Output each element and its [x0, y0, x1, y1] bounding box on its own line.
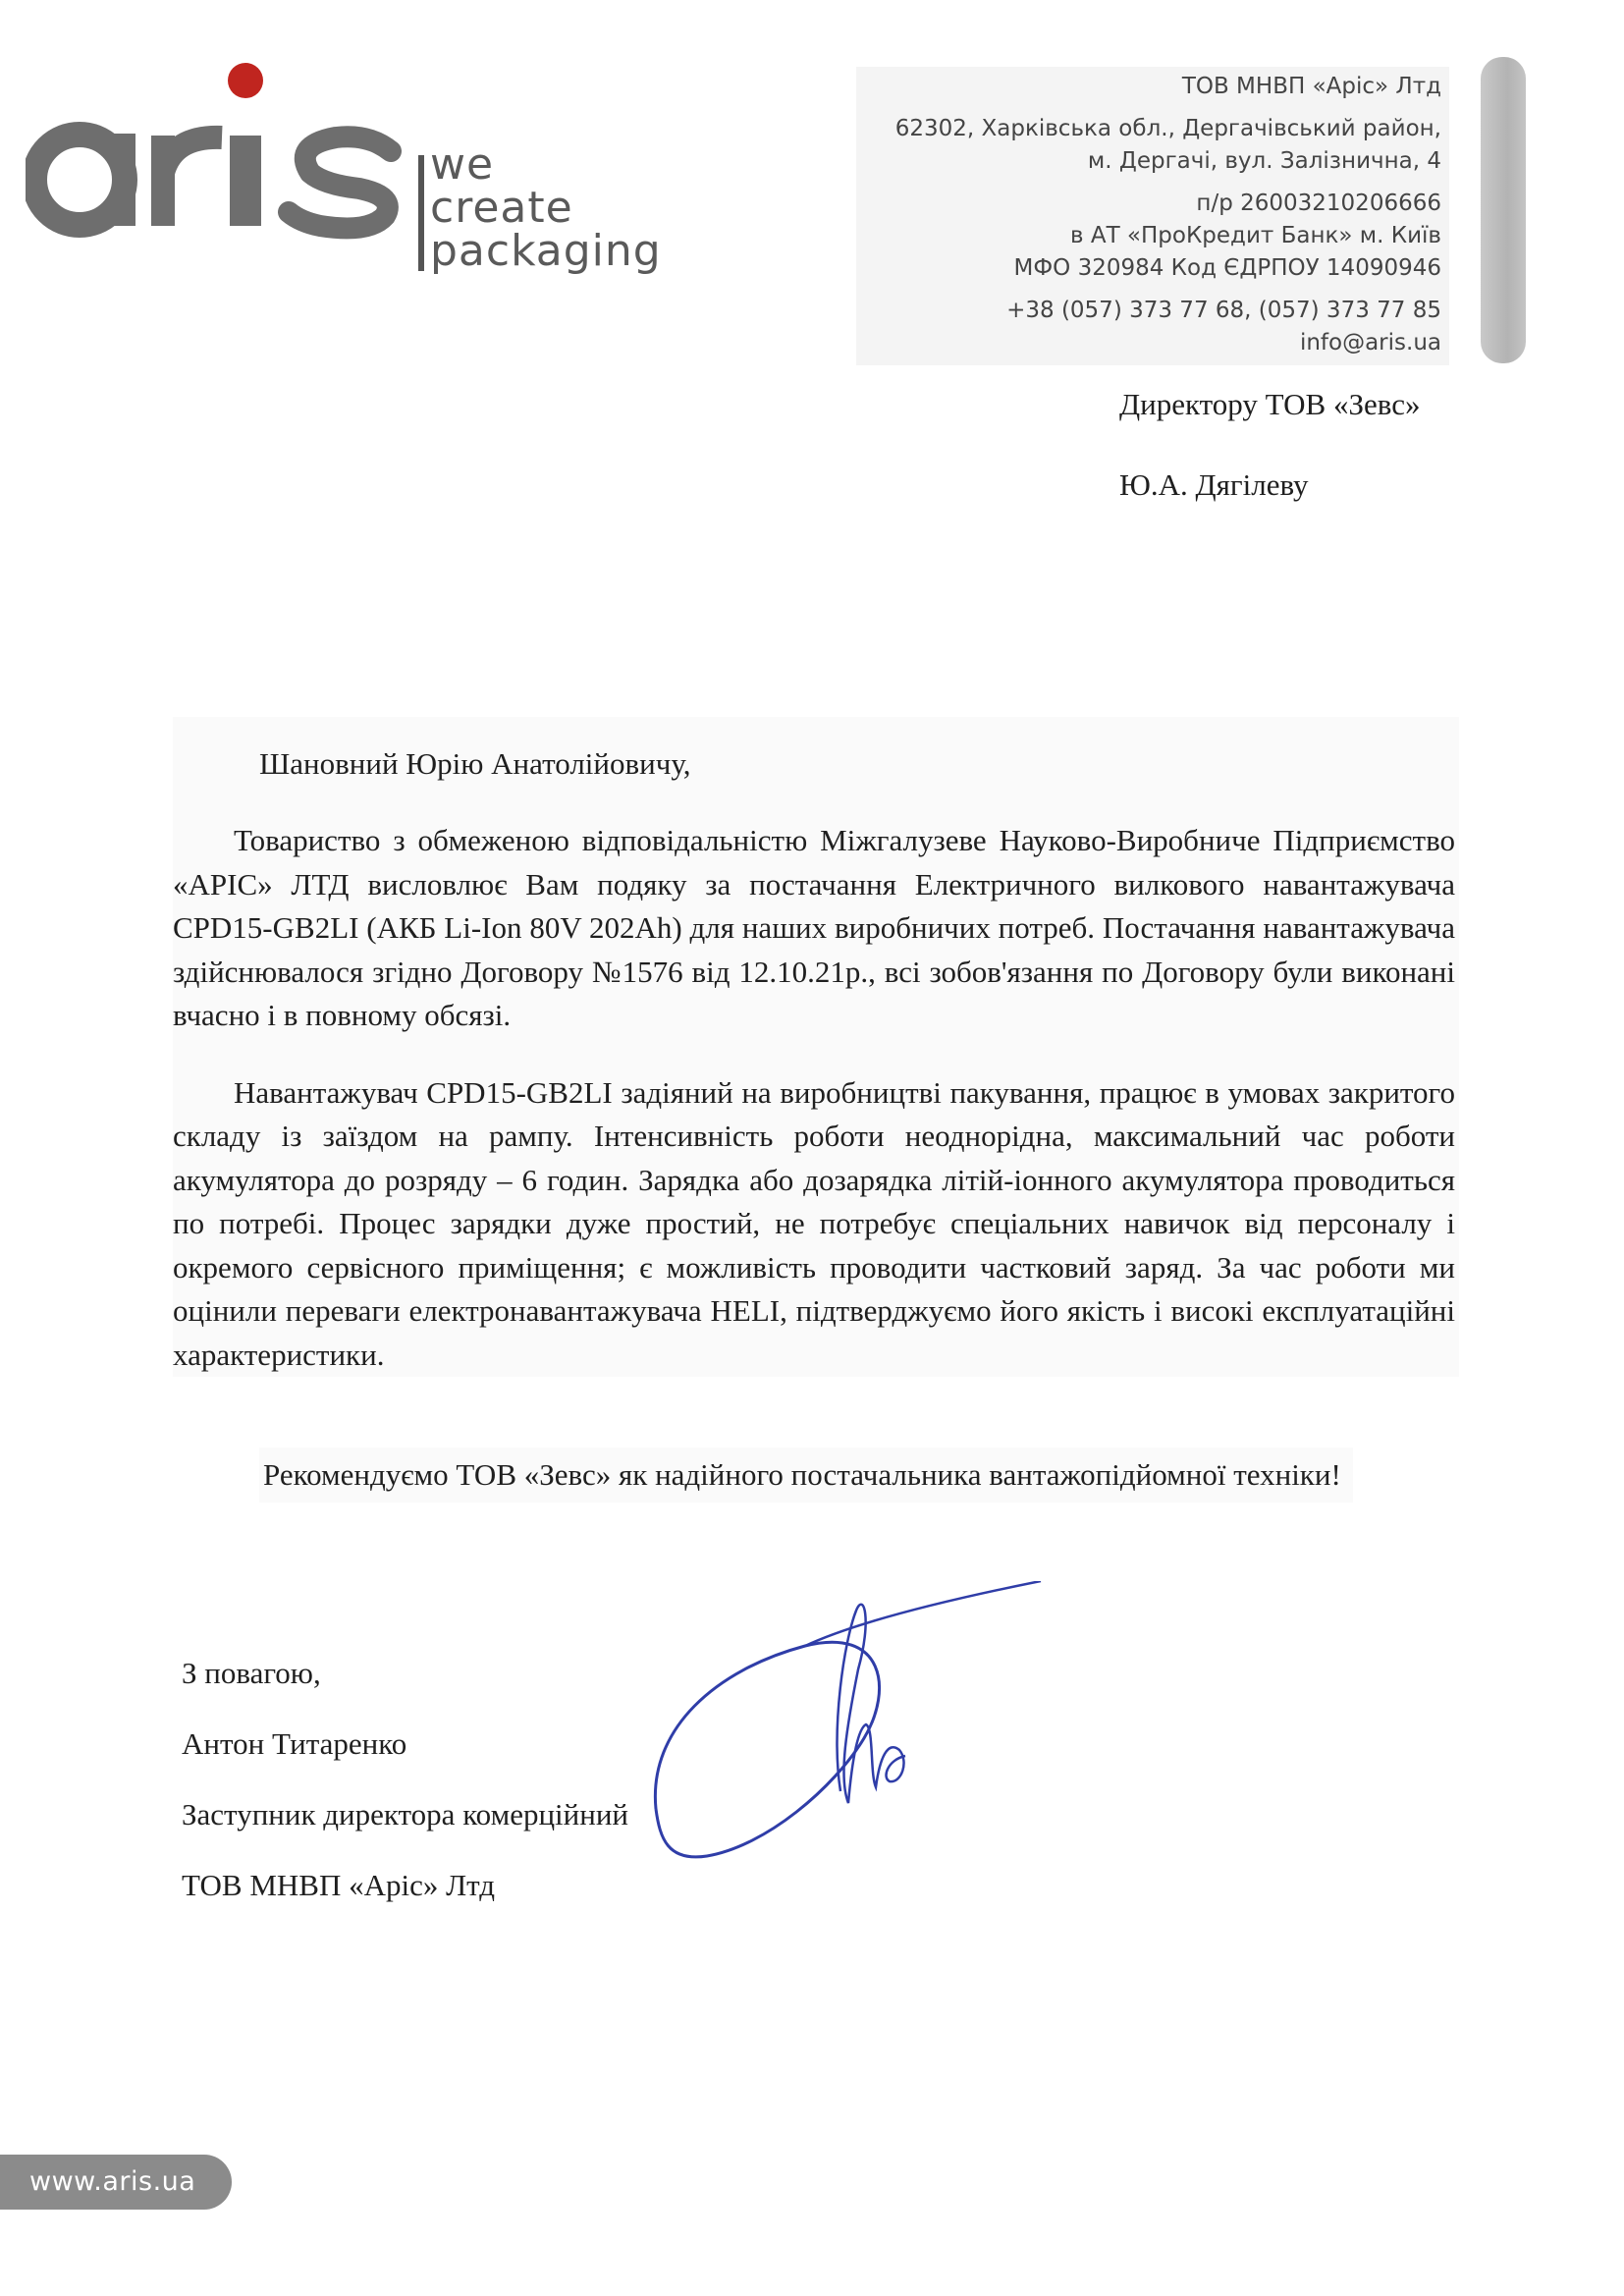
addressee-name: Ю.А. Дягілеву	[1119, 467, 1309, 502]
aris-logo-wordmark	[26, 57, 418, 244]
header-side-bar	[1481, 57, 1526, 363]
handwritten-signature	[648, 1581, 1060, 1876]
letter-paragraph-2: Навантажувач CPD15-GB2LI задіяний на виробництві пакування, працює в умовах закритого складу із заїздом на рампу. Інтенсивність роботи неоднорідна, максимальний час роботи акумулятора до розряду – 6 годин. Зарядка або дозарядка літій-іонного акумулятора проводиться по потребі. Процес зарядки дуже простий, не потребує спеціальних навичок від персоналу і окремого сервісного приміщення; є можливість проводити частковий заряд. За час роботи ми оцінили переваги електронавантажувача HELI, підтверджуємо його якість і високі експлуатаційні характеристики.	[173, 1074, 1455, 1372]
company-bank-codes: МФО 320984 Код ЄДРПОУ 14090946	[1013, 255, 1441, 281]
tagline-line-2: create	[430, 183, 573, 233]
signer-position: Заступник директора комерційний	[182, 1797, 629, 1831]
logo-tagline	[430, 139, 662, 276]
signer-company: ТОВ МНВП «Аріс» Лтд	[182, 1868, 496, 1902]
closing-regards: З повагою,	[182, 1656, 321, 1690]
company-logo	[26, 57, 732, 276]
company-email: info@aris.ua	[1299, 330, 1441, 355]
letter-salutation: Шановний Юрію Анатолійовичу,	[259, 746, 691, 781]
letter-closing	[182, 1652, 628, 1907]
addressee-block	[1119, 383, 1420, 507]
company-requisites	[856, 67, 1449, 365]
company-address-line-2: м. Дергачі, вул. Залізнична, 4	[1087, 148, 1441, 174]
company-address-line-1: 62302, Харківська обл., Дергачівський район,	[894, 116, 1441, 141]
company-name-line: ТОВ МНВП «Аріс» Лтд	[1181, 74, 1441, 99]
addressee-position: Директору ТОВ «Зевс»	[1119, 387, 1421, 421]
tagline-line-1: we	[430, 139, 495, 190]
footer-website: www.aris.ua	[0, 2155, 232, 2210]
tagline-line-3: packaging	[430, 226, 662, 276]
signer-name: Антон Титаренко	[182, 1726, 407, 1761]
letter-body	[173, 717, 1459, 1377]
letter-recommendation: Рекомендуємо ТОВ «Зевс» як надійного постачальника вантажопідйомної техніки!	[259, 1448, 1353, 1503]
company-bank-account: п/р 26003210206666	[1196, 191, 1441, 216]
company-bank-name: в АТ «ПроКредит Банк» м. Київ	[1069, 223, 1441, 248]
letter-paragraph-1: Товариство з обмеженою відповідальністю Міжгалузеве Науково-Виробниче Підприємство «АРІС» ЛТД висловлює Вам подяку за постачання Електричного вилкового навантажувача CPD15-GB2LI (АКБ Li-Ion 80V 202Ah) для наших виробничих потреб. Постачання навантажувача здійснювалося згідно Договору №1576 від 12.10.21р., всі зобов'язання по Договору були виконані вчасно і в повному обсязі.	[173, 823, 1455, 1032]
company-phones: +38 (057) 373 77 68, (057) 373 77 85	[1006, 298, 1441, 323]
logo-divider	[418, 155, 424, 271]
